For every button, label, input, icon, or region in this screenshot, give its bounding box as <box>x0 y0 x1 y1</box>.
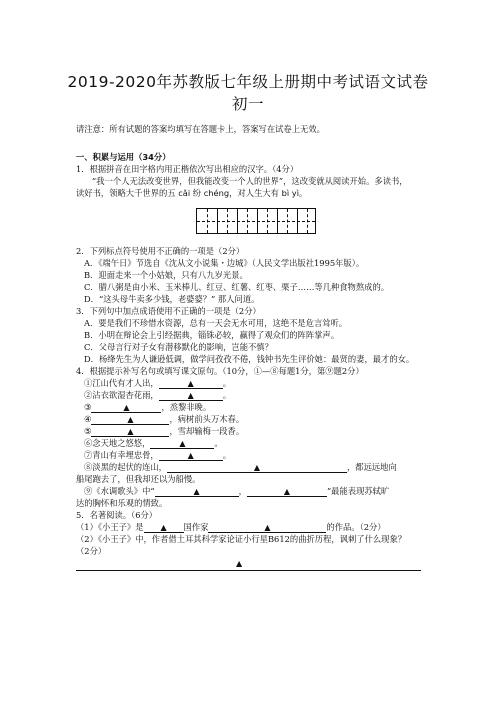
answer-blank[interactable]: ▲ <box>159 378 223 389</box>
document-title: 2019-2020年苏教版七年级上册期中考试语文试卷 <box>67 73 429 91</box>
question-2-option-b: B．迎面走来一个小姑娘，只有八九岁光景。 <box>84 270 248 280</box>
question-2-stem: 2．下列标点符号使用不正确的一项是（2分） <box>76 246 245 256</box>
question-4-item-1: ①江山代有才人出， ▲ 。 <box>84 378 231 388</box>
question-4-item-5: ⑤ ▲ ，雪却输梅一段香。 <box>84 426 245 436</box>
answer-blank[interactable]: ▲ <box>208 522 326 533</box>
answer-blank[interactable]: ▲ <box>247 486 327 497</box>
question-2-option-a: A．《端午日》节选自《沈从文小说集・边城》（人民文学出版社1995年版）。 <box>84 258 365 268</box>
section-heading: 一、积累与运用（34分） <box>76 152 171 162</box>
question-1-stem: 1．根据拼音在田字格内用正楷依次写出相应的汉字。（4分） <box>76 164 299 174</box>
answer-line[interactable] <box>76 570 421 571</box>
question-4-item-9-continued: 达的胸怀和乐观的情致。 <box>76 498 168 508</box>
answer-blank[interactable]: ▲ <box>167 462 347 473</box>
answer-blank[interactable]: ▲ <box>91 414 169 425</box>
question-1-passage-line-1: “我一个人无法改变世界，但我能改变一个人的世界”，这改变就从阅读开始。多读书， <box>92 176 408 186</box>
question-4-item-8-continued: 船尾跑去了，但我却还以为船慢。 <box>76 474 201 484</box>
document-subtitle: 初一 <box>231 95 264 113</box>
question-4-item-3: ③ ▲ ，烝黎非晚。 <box>84 402 212 412</box>
question-4-item-7: ⑦青山有幸埋忠骨， ▲ 。 <box>84 450 231 460</box>
answer-blank[interactable]: ▲ <box>91 402 161 413</box>
question-4-item-9: ⑨《水调歌头》中“ ▲ ， ▲ ”最能表现苏轼旷 <box>84 486 390 496</box>
question-4-item-6: ⑥念天地之悠悠， ▲ 。 <box>84 438 223 448</box>
tianzige-grid[interactable] <box>196 208 316 234</box>
question-4-stem: 4．根据提示补写名句或填写课文原句。（10分，①—⑧每题1分，第⑨题2分） <box>76 366 364 376</box>
answer-line-marker: ▲ <box>236 559 243 568</box>
question-2-option-c: C．腊八粥是由小米、玉米棒儿、红豆、红薯、红枣、栗子……等几种食物熬成的。 <box>84 282 390 292</box>
question-3-stem: 3．下列句中加点成语使用不正确的一项是（2分） <box>76 306 261 316</box>
question-5-stem: 5．名著阅读。（6分） <box>76 510 158 520</box>
answer-blank[interactable]: ▲ <box>155 486 239 497</box>
question-3-option-a: A．要是我们不珍惜水资源，总有一天会无水可用，这绝不是危言耸听。 <box>84 318 348 328</box>
answer-blank[interactable]: ▲ <box>159 390 223 401</box>
question-4-item-4: ④ ▲ ，病树前头万木春。 <box>84 414 245 424</box>
question-1-passage-line-2: 读好书，领略大千世界的五 cǎi 纷 chéng，对人生大有 bì yì。 <box>76 188 308 198</box>
answer-blank[interactable]: ▲ <box>91 426 169 437</box>
question-3-option-d: D．杨绛先生为人谦逊低调，做学问孜孜不倦，钱钟书先生评价她：最贤的妻，最才的女。 <box>84 354 415 364</box>
question-3-option-b: B．小明在辩论会上引经据典，锱铢必较，赢得了观众们的阵阵掌声。 <box>84 330 340 340</box>
question-5-part-2: （2）《小王子》中，作者借土耳其科学家论证小行星B612的曲折历程，讽刺了什么现象？ <box>76 534 407 544</box>
answer-blank[interactable]: ▲ <box>159 450 223 461</box>
question-5-part-1: （1）《小王子》是 ▲ 国作家 ▲ 的作品。（2分） <box>76 522 386 532</box>
question-4-item-2: ②沾衣欲湿杏花雨， ▲ 。 <box>84 390 231 400</box>
question-5-part-2-points: （2分） <box>76 546 107 556</box>
question-4-item-8: ⑧淡黑的起伏的连山， ▲ ，都远远地向 <box>84 462 397 472</box>
answer-blank[interactable]: ▲ <box>144 522 184 533</box>
question-3-option-c: C．父母言行对子女有潜移默化的影响，岂能不慎？ <box>84 342 273 352</box>
question-2-option-d: D．“这头母牛卖多少钱，老婆婆？” 那人问道。 <box>84 294 260 304</box>
answer-blank[interactable]: ▲ <box>150 438 214 449</box>
exam-notice: 请注意：所有试题的答案均填写在答题卡上，答案写在试卷上无效。 <box>76 124 325 134</box>
